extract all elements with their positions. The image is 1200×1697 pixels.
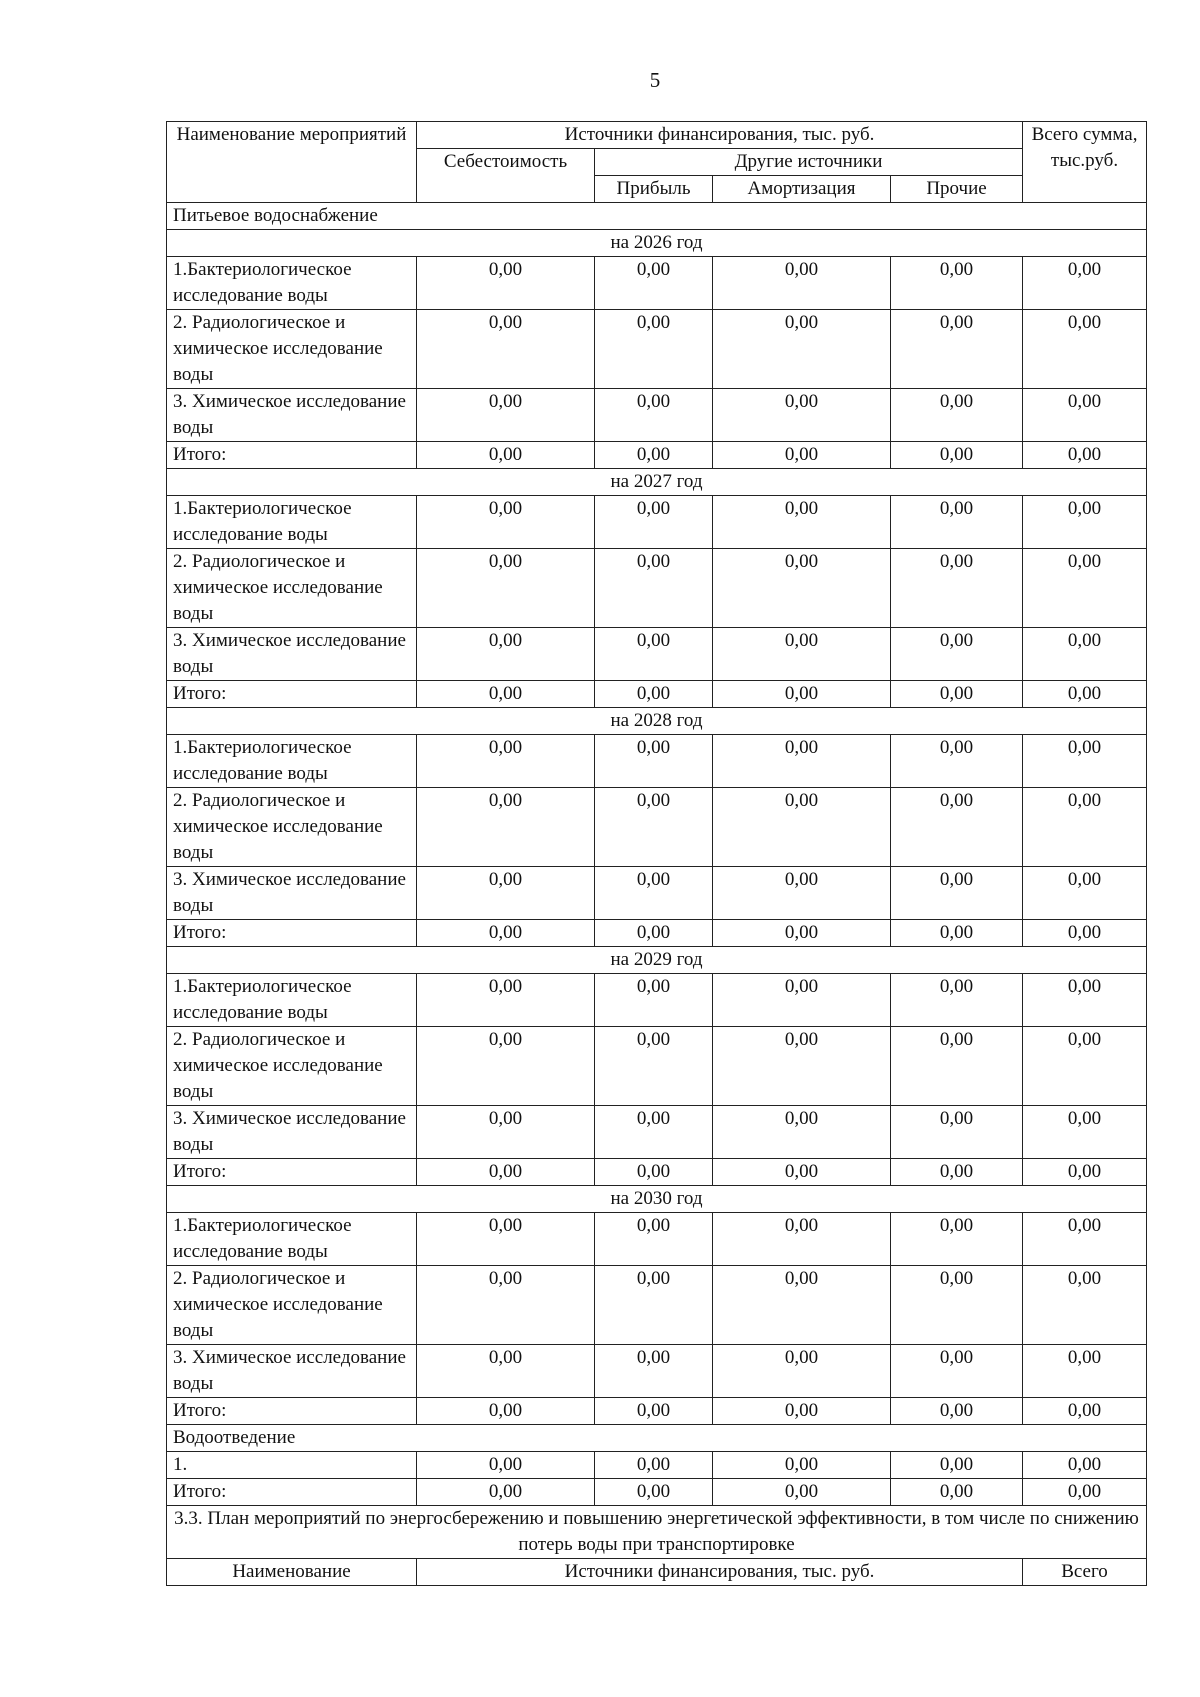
row-value: 0,00 (417, 496, 595, 549)
row-value: 0,00 (891, 1106, 1023, 1159)
row-value: 0,00 (595, 920, 713, 947)
row-value: 0,00 (1023, 1345, 1147, 1398)
year-header-row (167, 947, 1147, 974)
row-value: 0,00 (595, 549, 713, 628)
row-value: 0,00 (595, 628, 713, 681)
table-row (167, 735, 1147, 788)
row-value: 0,00 (713, 867, 891, 920)
row-name: 3. Химическое исследование воды (167, 389, 417, 442)
header-name-col: Наименование мероприятий (167, 122, 417, 203)
row-value: 0,00 (1023, 1159, 1147, 1186)
row-value: 0,00 (417, 788, 595, 867)
row-value: 0,00 (891, 628, 1023, 681)
row-value: 0,00 (595, 1479, 713, 1506)
row-value: 0,00 (417, 1106, 595, 1159)
row-name: 1. (167, 1452, 417, 1479)
row-value: 0,00 (1023, 788, 1147, 867)
row-value: 0,00 (891, 310, 1023, 389)
row-value: 0,00 (713, 496, 891, 549)
row-value: 0,00 (1023, 1452, 1147, 1479)
row-value: 0,00 (713, 1106, 891, 1159)
row-value: 0,00 (713, 735, 891, 788)
row-value: 0,00 (713, 1266, 891, 1345)
row-value: 0,00 (713, 549, 891, 628)
row-value: 0,00 (417, 442, 595, 469)
header-cost: Себестоимость (417, 149, 595, 203)
row-value: 0,00 (891, 1266, 1023, 1345)
plan-title-row (167, 1506, 1147, 1559)
year-label: на 2027 год (167, 469, 1147, 496)
row-value: 0,00 (891, 1398, 1023, 1425)
row-value: 0,00 (417, 1345, 595, 1398)
row-value: 0,00 (417, 1266, 595, 1345)
row-value: 0,00 (1023, 1479, 1147, 1506)
row-value: 0,00 (417, 628, 595, 681)
table-row (167, 1213, 1147, 1266)
total-row (167, 1398, 1147, 1425)
table-row (167, 974, 1147, 1027)
row-value: 0,00 (713, 1452, 891, 1479)
header-other: Прочие (891, 176, 1023, 203)
row-value: 0,00 (595, 1345, 713, 1398)
year-label: на 2026 год (167, 230, 1147, 257)
row-value: 0,00 (595, 389, 713, 442)
row-name: 3. Химическое исследование воды (167, 628, 417, 681)
row-value: 0,00 (417, 1398, 595, 1425)
row-value: 0,00 (891, 735, 1023, 788)
row-name: 2. Радиологическое и химическое исследование воды (167, 1266, 417, 1345)
header-amortization: Амортизация (713, 176, 891, 203)
row-value: 0,00 (1023, 442, 1147, 469)
year-label: на 2030 год (167, 1186, 1147, 1213)
year-header-row (167, 230, 1147, 257)
row-value: 0,00 (891, 1345, 1023, 1398)
row-value: 0,00 (595, 735, 713, 788)
plan-title: 3.3. План мероприятий по энергосбережению и повышению энергетической эффективности, в том числе по снижению потерь воды при транспортировке (167, 1506, 1147, 1559)
row-value: 0,00 (595, 1266, 713, 1345)
row-value: 0,00 (595, 310, 713, 389)
row-value: 0,00 (595, 681, 713, 708)
table-row (167, 1345, 1147, 1398)
row-value: 0,00 (1023, 974, 1147, 1027)
row-name: 2. Радиологическое и химическое исследование воды (167, 788, 417, 867)
row-value: 0,00 (891, 1213, 1023, 1266)
row-value: 0,00 (1023, 549, 1147, 628)
row-value: 0,00 (713, 1479, 891, 1506)
header-total: Всего сумма, тыс.руб. (1023, 122, 1147, 203)
row-value: 0,00 (713, 1159, 891, 1186)
row-value: 0,00 (891, 681, 1023, 708)
row-value: 0,00 (1023, 1398, 1147, 1425)
row-value: 0,00 (417, 1159, 595, 1186)
row-name: 2. Радиологическое и химическое исследование воды (167, 1027, 417, 1106)
row-name: 3. Химическое исследование воды (167, 1106, 417, 1159)
table-row (167, 867, 1147, 920)
row-value: 0,00 (417, 920, 595, 947)
row-value: 0,00 (891, 442, 1023, 469)
row-value: 0,00 (713, 1027, 891, 1106)
header-sources: Источники финансирования, тыс. руб. (417, 122, 1023, 149)
row-name: 2. Радиологическое и химическое исследование воды (167, 549, 417, 628)
section-sewerage: Водоотведение (167, 1425, 1147, 1452)
row-value: 0,00 (595, 1398, 713, 1425)
row-value: 0,00 (1023, 1266, 1147, 1345)
row-value: 0,00 (713, 1213, 891, 1266)
total-row (167, 920, 1147, 947)
row-name: 2. Радиологическое и химическое исследование воды (167, 310, 417, 389)
table-row (167, 1106, 1147, 1159)
total-row (167, 1159, 1147, 1186)
section-drinking-water: Питьевое водоснабжение (167, 203, 1147, 230)
plan-header-sources: Источники финансирования, тыс. руб. (417, 1559, 1023, 1586)
row-name: 3. Химическое исследование воды (167, 867, 417, 920)
row-value: 0,00 (713, 310, 891, 389)
row-value: 0,00 (1023, 310, 1147, 389)
row-name: 1.Бактериологическое исследование воды (167, 496, 417, 549)
plan-header-row (167, 1559, 1147, 1586)
header-profit: Прибыль (595, 176, 713, 203)
table-row (167, 549, 1147, 628)
total-row (167, 681, 1147, 708)
year-label: на 2028 год (167, 708, 1147, 735)
row-value: 0,00 (713, 681, 891, 708)
row-value: 0,00 (595, 974, 713, 1027)
row-value: 0,00 (595, 1027, 713, 1106)
row-value: 0,00 (713, 389, 891, 442)
row-value: 0,00 (1023, 735, 1147, 788)
row-name: Итого: (167, 920, 417, 947)
header-other-sources: Другие источники (595, 149, 1023, 176)
row-value: 0,00 (1023, 681, 1147, 708)
row-value: 0,00 (891, 1479, 1023, 1506)
row-name: 1.Бактериологическое исследование воды (167, 1213, 417, 1266)
row-value: 0,00 (417, 1213, 595, 1266)
year-header-row (167, 469, 1147, 496)
page-number: 5 (649, 68, 661, 92)
year-label: на 2029 год (167, 947, 1147, 974)
row-value: 0,00 (595, 1159, 713, 1186)
financing-table (166, 121, 1147, 1586)
table-row (167, 628, 1147, 681)
row-value: 0,00 (417, 1027, 595, 1106)
row-value: 0,00 (417, 1479, 595, 1506)
row-value: 0,00 (595, 1213, 713, 1266)
row-value: 0,00 (891, 549, 1023, 628)
row-value: 0,00 (1023, 1213, 1147, 1266)
row-name: Итого: (167, 1479, 417, 1506)
row-value: 0,00 (1023, 628, 1147, 681)
row-value: 0,00 (595, 496, 713, 549)
row-value: 0,00 (1023, 867, 1147, 920)
row-value: 0,00 (1023, 920, 1147, 947)
section-row (167, 1425, 1147, 1452)
row-value: 0,00 (595, 1106, 713, 1159)
row-value: 0,00 (1023, 1027, 1147, 1106)
row-value: 0,00 (1023, 496, 1147, 549)
row-value: 0,00 (713, 442, 891, 469)
row-name: Итого: (167, 1398, 417, 1425)
year-header-row (167, 708, 1147, 735)
row-value: 0,00 (713, 1345, 891, 1398)
row-value: 0,00 (891, 389, 1023, 442)
row-value: 0,00 (1023, 257, 1147, 310)
table-row (167, 788, 1147, 867)
row-value: 0,00 (595, 257, 713, 310)
row-value: 0,00 (891, 867, 1023, 920)
row-value: 0,00 (891, 920, 1023, 947)
row-value: 0,00 (1023, 389, 1147, 442)
row-value: 0,00 (595, 442, 713, 469)
row-value: 0,00 (713, 257, 891, 310)
row-name: 1.Бактериологическое исследование воды (167, 257, 417, 310)
row-value: 0,00 (417, 310, 595, 389)
row-name: 3. Химическое исследование воды (167, 1345, 417, 1398)
table-row (167, 1027, 1147, 1106)
row-value: 0,00 (713, 628, 891, 681)
row-value: 0,00 (713, 974, 891, 1027)
table-row (167, 389, 1147, 442)
row-value: 0,00 (595, 867, 713, 920)
table-row (167, 1452, 1147, 1479)
year-header-row (167, 1186, 1147, 1213)
row-value: 0,00 (713, 788, 891, 867)
total-row (167, 1479, 1147, 1506)
row-value: 0,00 (417, 389, 595, 442)
row-value: 0,00 (417, 867, 595, 920)
row-name: 1.Бактериологическое исследование воды (167, 974, 417, 1027)
row-name: Итого: (167, 442, 417, 469)
table-row (167, 257, 1147, 310)
row-value: 0,00 (417, 549, 595, 628)
total-row (167, 442, 1147, 469)
row-value: 0,00 (417, 257, 595, 310)
plan-header-name: Наименование (167, 1559, 417, 1586)
row-name: Итого: (167, 681, 417, 708)
plan-header-total: Всего (1023, 1559, 1147, 1586)
row-value: 0,00 (417, 1452, 595, 1479)
row-value: 0,00 (891, 788, 1023, 867)
row-value: 0,00 (417, 735, 595, 788)
row-value: 0,00 (891, 1027, 1023, 1106)
row-value: 0,00 (891, 496, 1023, 549)
table-row (167, 496, 1147, 549)
row-name: 1.Бактериологическое исследование воды (167, 735, 417, 788)
row-value: 0,00 (417, 974, 595, 1027)
row-value: 0,00 (713, 920, 891, 947)
row-value: 0,00 (417, 681, 595, 708)
row-value: 0,00 (595, 788, 713, 867)
row-value: 0,00 (891, 257, 1023, 310)
row-name: Итого: (167, 1159, 417, 1186)
row-value: 0,00 (891, 1159, 1023, 1186)
table-row (167, 1266, 1147, 1345)
row-value: 0,00 (891, 1452, 1023, 1479)
table-row (167, 310, 1147, 389)
row-value: 0,00 (713, 1398, 891, 1425)
row-value: 0,00 (595, 1452, 713, 1479)
row-value: 0,00 (1023, 1106, 1147, 1159)
row-value: 0,00 (891, 974, 1023, 1027)
